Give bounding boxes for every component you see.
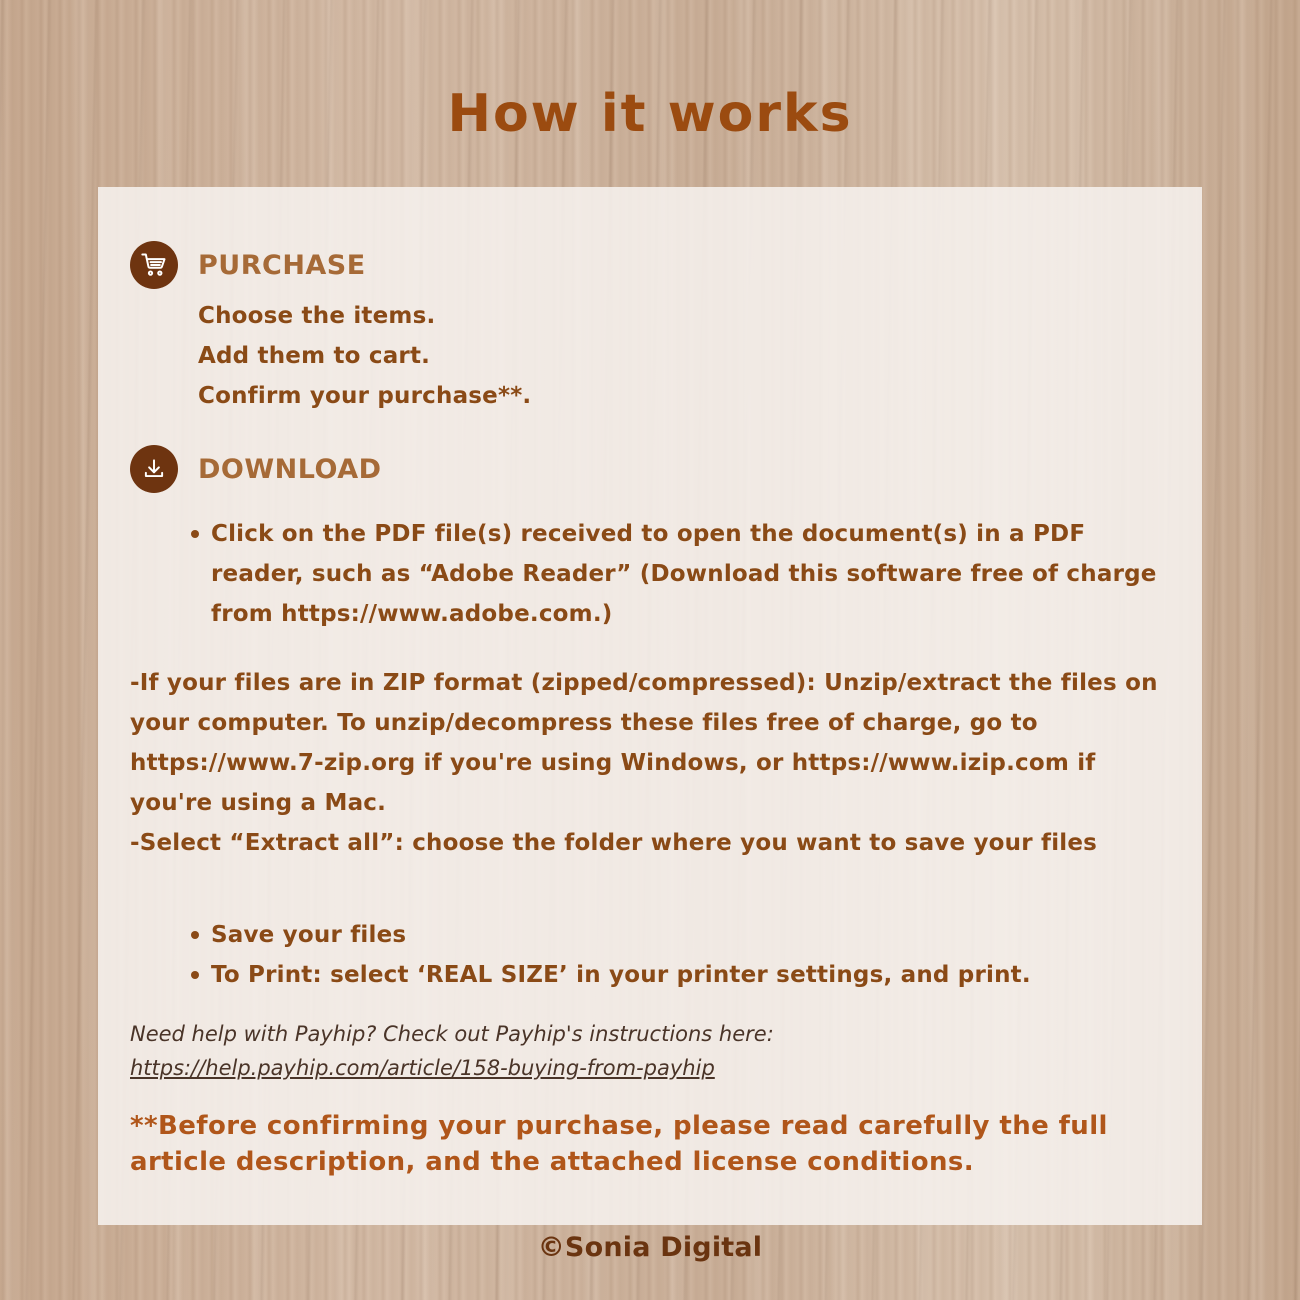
download-icon	[130, 445, 178, 493]
payhip-help-link[interactable]: https://help.payhip.com/article/158-buying-from-payhip	[130, 1056, 715, 1080]
purchase-step: Add them to cart.	[198, 343, 431, 369]
help-note	[130, 1017, 774, 1085]
shopping-cart-icon	[130, 241, 178, 289]
purchase-section-header	[130, 241, 366, 289]
purchase-notice: **Before confirming your purchase, please read carefully the full article description, and the attached license conditions.	[130, 1111, 1108, 1177]
list-item: Save your files	[179, 915, 1189, 955]
zip-instructions: -If your files are in ZIP format (zipped/compressed): Unzip/extract the files on your computer. To unzip/decompress these files free of charge, go to https://www.7-zip.org if you're using Windows, or https://www.izip.com if you're using a Mac.	[130, 670, 1158, 816]
download-section-header	[130, 445, 382, 493]
list-item: To Print: select ‘REAL SIZE’ in your printer settings, and print.	[179, 955, 1189, 995]
help-text: Need help with Payhip? Check out Payhip's instructions here:	[130, 1022, 774, 1046]
purchase-steps	[198, 296, 531, 416]
page-title: How it works	[447, 84, 853, 144]
list-item: Click on the PDF file(s) received to open the document(s) in a PDF reader, such as “Adobe Reader” (Download this software free of charge from https://www.adobe.com.)	[179, 514, 1179, 634]
copyright-footer: ©Sonia Digital	[537, 1232, 763, 1263]
extract-instructions: -Select “Extract all”: choose the folder where you want to save your files	[130, 830, 1098, 856]
download-bullets	[179, 514, 1179, 634]
download-heading: DOWNLOAD	[198, 453, 382, 485]
purchase-step: Choose the items.	[198, 303, 436, 329]
purchase-step: Confirm your purchase**.	[198, 383, 532, 409]
purchase-heading: PURCHASE	[198, 249, 366, 281]
instructions-card	[98, 187, 1202, 1225]
final-steps	[179, 915, 1189, 995]
